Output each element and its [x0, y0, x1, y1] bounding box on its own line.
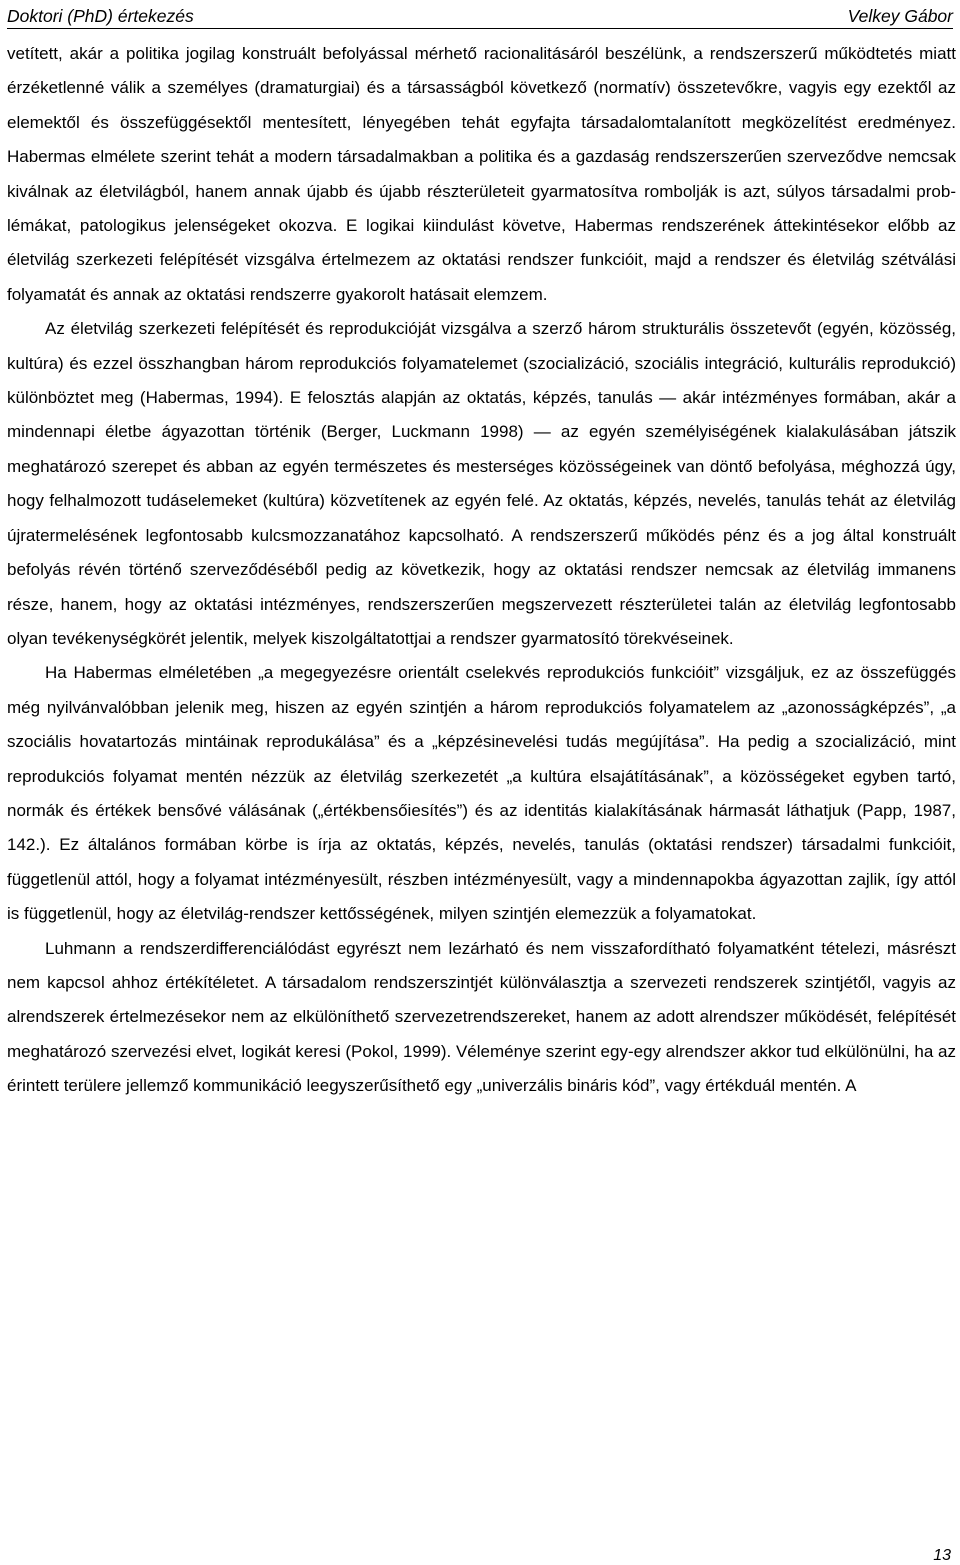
page-header: [7, 4, 953, 29]
paragraph-lifeworld-structure: Az életvilág szerkezeti felépítését és reprodukcióját vizsgálva a szerző három strukturális összetevőt (egyén, közösség, kultúra) és ezzel összhangban három reprodukciós folyamatelemet (szocializáció, szociális integráció, kulturális reprodukció) különböztet meg (Habermas, 1994). E felosztás alapján az oktatás, képzés, tanulás — akár intézményes formában, akár a mindennapi életbe ágyazottan történik (Berger, Luckmann 1998) — az egyén személyiségének kialakulásában játszik meghatározó szerepet és abban az egyén természetes és mesterséges közösségeinek van döntő befolyása, méghozzá úgy, hogy felhalmozott tudáselemeket (kultúra) közvetítenek az egyén felé. Az oktatás, képzés, nevelés, tanulás tehát az életvilág újratermelésének legfontosabb kulcsmozzanatához kapcsolható. A rendszerszerű működés pénz és a jog által konstruált befolyás révén történő szerveződéséből pedig az következik, hogy az oktatási rendszer nemcsak az életvilág immanens része, hanem, hogy az oktatási intézményes, rendszerszerűen megszervezett részterületei talán az életvilág legfontosabb olyan tevékenységkörét jelentik, melyek kiszolgáltatottjai a rendszer gyarmatosító törekvéseinek.: [7, 319, 956, 648]
paragraph-continuation: vetített, akár a politika jogilag konstruált befolyással mérhető racionalitásáról beszélünk, a rendszerszerű működtetés miatt érzéketlenné válik a személyes (dramaturgiai) és a társasságból következő (normatív) összetevőkre, vagyis egy ezektől az elemektől és összefüggésektől mentesített, lényegében tehát egyfajta társadalomtalanított megközelítést eredményez. Habermas elmélete szerint tehát a modern társadalmakban a politika és a gazdaság rendszerszerűen szerveződve nemcsak kiválnak az életvilágból, hanem annak újabb és újabb részterületeit gyarmatosítva rombolják is azt, súlyos társadalmi problémákat, patologikus jelenségeket okozva. E logikai kiindulást követve, Habermas rendszerének áttekintésekor előbb az életvilág szerkezeti felépítését vizsgálva értelmezem az oktatási rendszer funkcióit, majd a rendszer és életvilág szétválási folyamatát és annak az oktatási rendszerre gyakorolt hatásait elemzem.: [7, 44, 956, 304]
page-number: 13: [933, 1547, 951, 1564]
body-text: [7, 37, 956, 1104]
paragraph-reproduction-functions: Ha Habermas elméletében „a megegyezésre orientált cselekvés reprodukciós funkcióit” vizsgáljuk, ez az összefüggés még nyilvánvalóbban jelenik meg, hiszen az egyén szintjén a három reprodukciós folyamatelem az „azonosságképzés”, „a szociális hovatartozás mintáinak reprodukálása” és a „képzésinevelési tudás megújítása”. Ha pedig a szocializáció, mint reprodukciós folyamat mentén nézzük az életvilág szerkezetét „a kultúra elsajátításának”, a közösségeket egyben tartó, normák és értékek bensővé válásának („értékbensőiesítés”) és az identitás kialakításának hármasát láthatjuk (Papp, 1987, 142.). Ez általános formában körbe is írja az oktatás, képzés, nevelés, tanulás (oktatási rendszer) társadalmi funkcióit, függetlenül attól, hogy a folyamat intézményesült, részben intézményesült, vagy a mindennapokba ágyazottan zajlik, így attól is függetlenül, hogy az életvilág-rendszer kettősségének, milyen szintjén elemezzük a folyamatokat.: [7, 663, 956, 924]
paragraph-luhmann: Luhmann a rendszerdifferenciálódást egyrészt nem lezárható és nem visszafordítható folyamatként tételezi, másrészt nem kapcsol ahhoz értékítéletet. A társadalom rendszerszintjét különválasztja a szervezeti rendszerek szintjétől, vagyis az alrendszerek értelmezésekor nem az elkülöníthető szervezetrendszereket, hanem az adott alrendszer működését, felépítését meghatározó szervezési elvet, logikát keresi (Pokol, 1999). Véleménye szerint egy-egy alrendszer akkor tud elkülönülni, ha az érintett terülere jellemző kommunikáció leegyszerűsíthető egy „univerzális bináris kód”, vagy értékduál mentén. A: [7, 938, 956, 1096]
document-type-label: Doktori (PhD) értekezés: [7, 5, 194, 26]
author-name: Velkey Gábor: [847, 5, 953, 26]
